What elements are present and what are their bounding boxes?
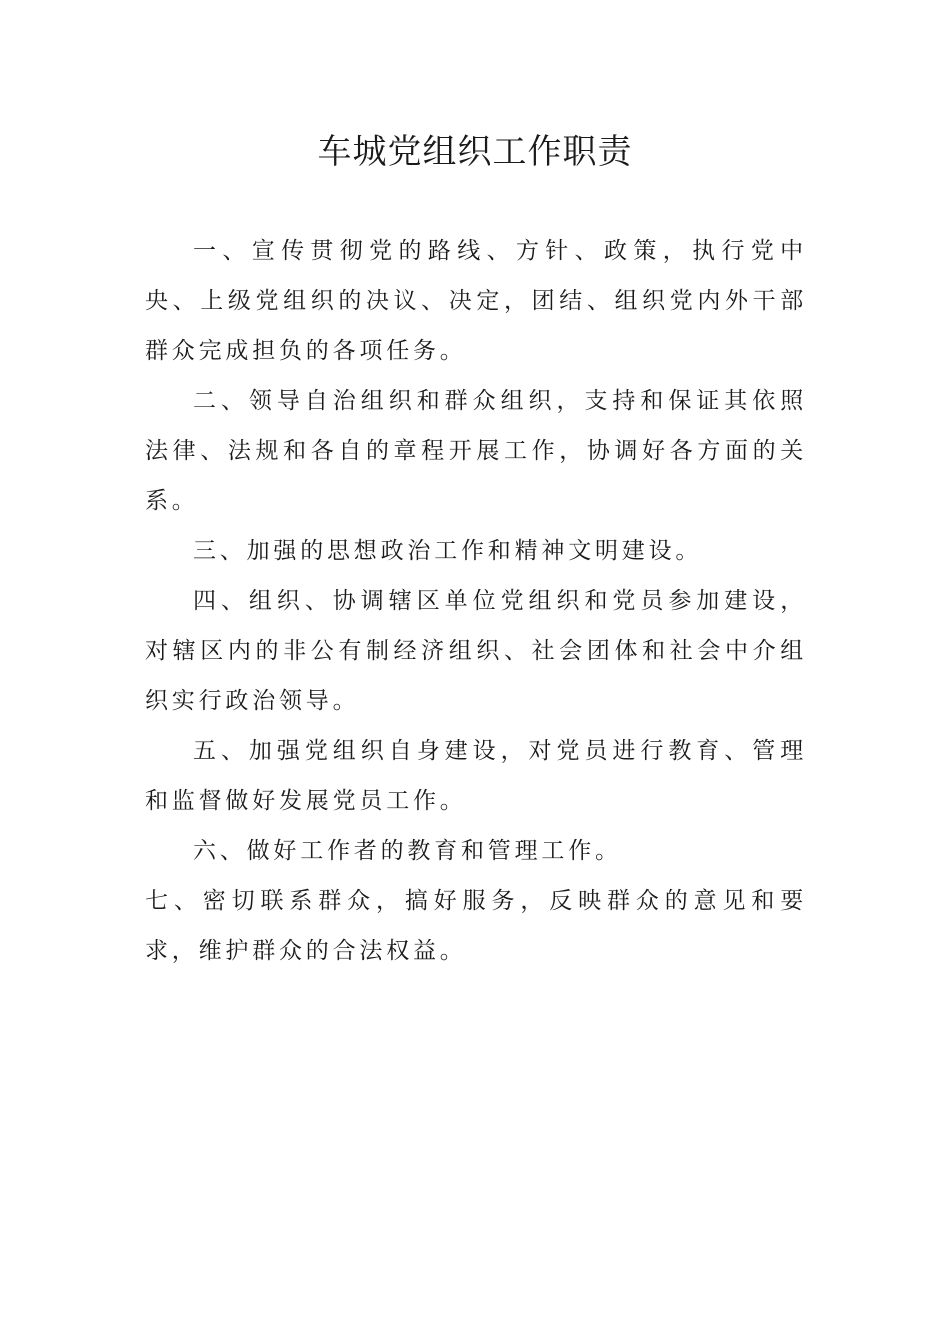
duty-item-5: 五、加强党组织自身建设，对党员进行教育、管理和监督做好发展党员工作。 [145, 738, 807, 814]
document-title: 车城党组织工作职责 [317, 132, 633, 172]
document-body [145, 226, 807, 976]
duty-item-6: 六、做好工作者的教育和管理工作。 [193, 838, 622, 864]
duty-item-1: 一、宣传贯彻党的路线、方针、政策，执行党中央、上级党组织的决议、决定，团结、组织党内外干部群众完成担负的各项任务。 [145, 238, 807, 364]
duty-item-2: 二、领导自治组织和群众组织，支持和保证其依照法律、法规和各自的章程开展工作，协调好各方面的关系。 [145, 388, 807, 514]
duty-item-7: 七、密切联系群众，搞好服务，反映群众的意见和要求，维护群众的合法权益。 [145, 888, 807, 964]
duty-item-3: 三、加强的思想政治工作和精神文明建设。 [193, 538, 703, 564]
duty-item-4: 四、组织、协调辖区单位党组织和党员参加建设，对辖区内的非公有制经济组织、社会团体和社会中介组织实行政治领导。 [145, 588, 807, 714]
